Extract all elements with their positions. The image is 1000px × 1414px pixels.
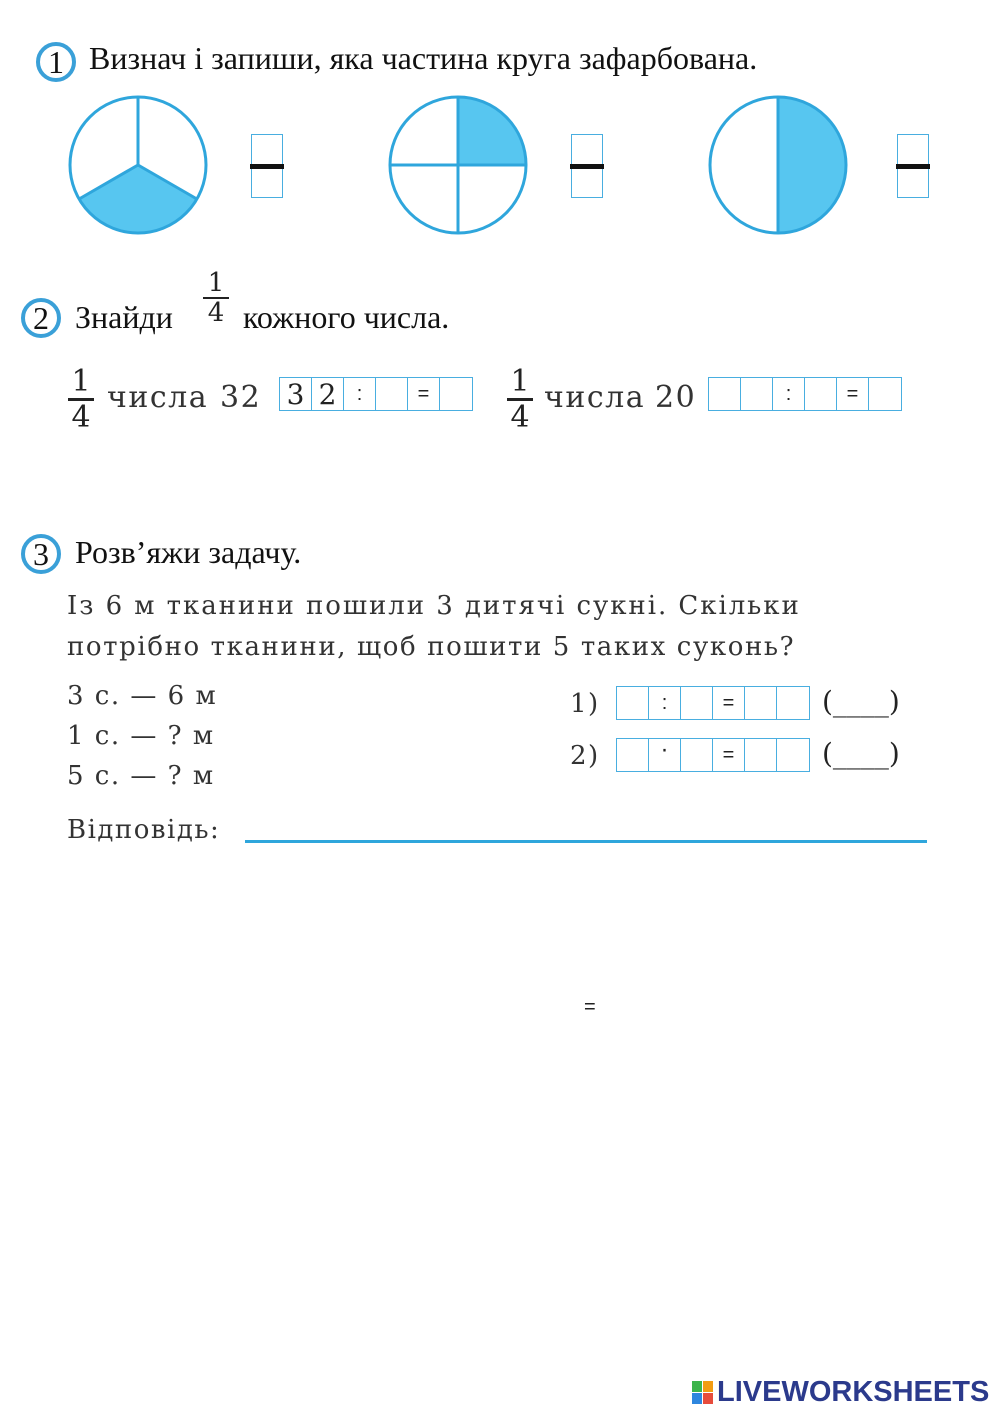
item-2-divide-sign: :: [773, 378, 805, 410]
exercise-2-title-start: Знайди: [75, 299, 173, 335]
circle-thirds: [60, 90, 220, 240]
step-1-unit[interactable]: (____): [822, 685, 900, 718]
liveworksheets-logo: [692, 1376, 989, 1409]
title-fraction-denominator: 4: [207, 298, 225, 329]
item-1-fraction: [68, 366, 94, 435]
answer-line[interactable]: [245, 840, 927, 843]
problem-line-1: Із 6 м тканини пошили 3 дитячі сукні. Скільки: [67, 591, 801, 621]
item-1-text: числа: [107, 380, 209, 415]
exercise-1-title: Визнач і запиши, яка частина круга зафарбована.: [89, 40, 758, 76]
item-2-cell[interactable]: [805, 378, 837, 410]
exercise-2-title-fraction: [203, 270, 229, 329]
step-1-divide-sign: :: [649, 687, 681, 719]
item-1-answer-cell[interactable]: [440, 378, 472, 410]
stray-equals-sign: =: [584, 996, 596, 1018]
item-2-cell[interactable]: [741, 378, 773, 410]
step-1-answer-cell[interactable]: [777, 687, 809, 719]
circle-quarters: [380, 90, 540, 240]
step-1-cell[interactable]: [617, 687, 649, 719]
step-2-cell[interactable]: [617, 739, 649, 771]
item-2-fraction: [507, 366, 533, 435]
exercise-2-number: 2: [21, 298, 61, 338]
item-1-equals-sign: =: [408, 378, 440, 410]
step-2-answer-cell[interactable]: [777, 739, 809, 771]
circle-thirds-shaded-sector: [79, 165, 197, 233]
item-1-number: 32: [220, 380, 262, 415]
item-2-cells: [708, 377, 902, 411]
step-1-answer-cell[interactable]: [745, 687, 777, 719]
step-1-label: 1): [570, 689, 600, 719]
circle-halves-shaded-sector: [778, 97, 846, 233]
step-2-equals-sign: =: [713, 739, 745, 771]
step-1-cell[interactable]: [681, 687, 713, 719]
liveworksheets-badge-icon: [692, 1381, 714, 1405]
condition-3: 5 с. — ? м: [67, 761, 215, 791]
logo-text: LIVEWORKSHEETS: [717, 1376, 990, 1408]
item-1-cell[interactable]: 2: [312, 378, 344, 410]
step-2-unit[interactable]: (____): [822, 737, 900, 770]
item-2-denominator: 4: [510, 399, 530, 435]
condition-2: 1 с. — ? м: [67, 721, 215, 751]
answer-fraction-box-2[interactable]: [571, 134, 603, 198]
answer-fraction-box-3[interactable]: [897, 134, 929, 198]
item-1-numerator: 1: [68, 366, 94, 401]
step-2-cells: [616, 738, 810, 772]
item-2-cell[interactable]: [709, 378, 741, 410]
title-fraction-numerator: 1: [203, 270, 229, 299]
step-2-label: 2): [570, 741, 600, 771]
circle-halves: [700, 90, 860, 240]
step-2-cell[interactable]: [681, 739, 713, 771]
exercise-2-title-end: кожного числа.: [243, 299, 450, 335]
item-1-cell[interactable]: [376, 378, 408, 410]
item-1-cells: [279, 377, 473, 411]
exercise-1-number: 1: [36, 42, 76, 82]
exercise-3-title: Розв’яжи задачу.: [75, 534, 302, 570]
condition-1: 3 с. — 6 м: [67, 681, 218, 711]
item-1-denominator: 4: [71, 399, 91, 435]
exercise-3-number: 3: [21, 534, 61, 574]
item-2-numerator: 1: [507, 366, 533, 401]
answer-label: Відповідь:: [67, 815, 221, 845]
answer-fraction-box-1[interactable]: [251, 134, 283, 198]
problem-line-2: потрібно тканини, щоб пошити 5 таких суконь?: [67, 632, 796, 662]
step-1-equals-sign: =: [713, 687, 745, 719]
item-2-equals-sign: =: [837, 378, 869, 410]
item-2-answer-cell[interactable]: [869, 378, 901, 410]
step-1-cells: [616, 686, 810, 720]
step-2-answer-cell[interactable]: [745, 739, 777, 771]
item-2-text: числа: [544, 380, 646, 415]
item-2-number: 20: [655, 380, 697, 415]
item-1-cell[interactable]: 3: [280, 378, 312, 410]
item-1-divide-sign: :: [344, 378, 376, 410]
step-2-multiply-sign: ·: [649, 739, 681, 771]
